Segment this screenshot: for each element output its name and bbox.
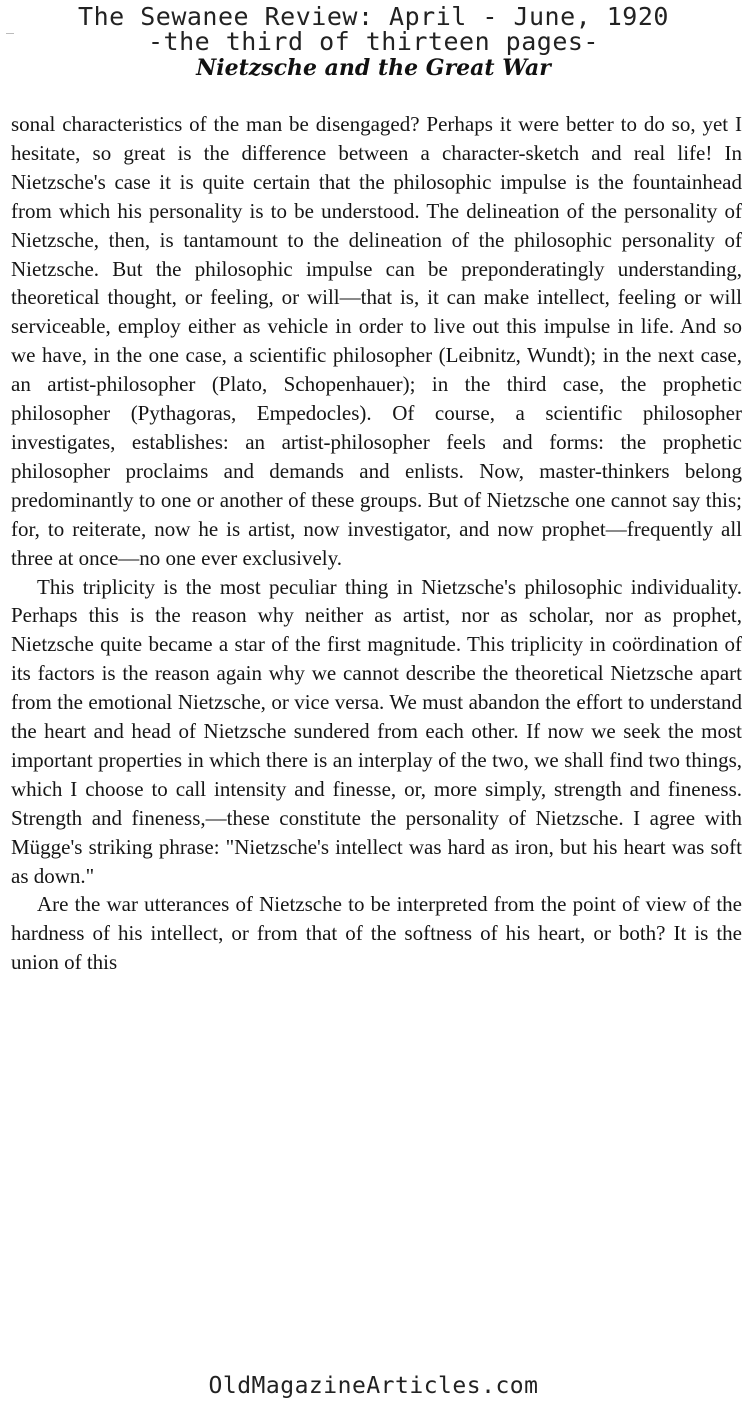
page-count-line: -the third of thirteen pages- (148, 27, 599, 56)
paragraph-3: Are the war utterances of Nietzsche to be interpreted from the point of view of the hardness of his intellect, or from that of the softness of his heart, or both? It is the union of this (11, 892, 742, 975)
scan-mark (6, 33, 14, 34)
page-header (0, 0, 747, 82)
paragraph-1: sonal characteristics of the man be disengaged? Perhaps it were better to do so, yet I hesitate, so great is the difference between a character-sketch and real life! In Nietzsche's case it is quite certain that the philosophic impulse is the fountainhead from which his personality is to be understood. The delineation of the personality of Nietzsche, then, is tantamount to the delineation of the philosophic personality of Nietzsche. But the philosophic impulse can be preponderatingly understanding, theoretical thought, or feeling, or will—that is, it can make intellect, feeling or will serviceable, employ either as vehicle in order to live out this impulse in life. And so we have, in the one case, a scientific philosopher (Leibnitz, Wundt); in the next case, an artist-philosopher (Plato, Schopenhauer); in the third case, the prophetic philosopher (Pythagoras, Empedocles). Of course, a scientific philosopher investigates, establishes: an artist-philosopher feels and forms: the prophetic philosopher proclaims and demands and enlists. Now, master-thinkers belong predominantly to one or another of these groups. But of Nietzsche one cannot say this; for, to reiterate, now he is artist, now investigator, and now prophet—frequently all three at once—no one ever exclusively. (11, 112, 742, 570)
site-footer: OldMagazineArticles.com (208, 1373, 539, 1399)
publication-line: The Sewanee Review: April - June, 1920 (78, 2, 669, 31)
article-title: Nietzsche and the Great War (196, 55, 551, 81)
paragraph-2: This triplicity is the most peculiar thing in Nietzsche's philosophic individuality. Perhaps this is the reason why neither as artist, nor as scholar, nor as prophet, Nietzsche quite became a star of the first magnitude. This triplicity in coördination of its factors is the reason again why we cannot describe the theoretical Nietzsche apart from the emotional Nietzsche, or vice versa. We must abandon the effort to understand the heart and head of Nietzsche sundered from each other. If now we seek the most important properties in which there is an interplay of the two, we shall find two things, which I choose to call intensity and finesse, or, more simply, strength and fineness. Strength and fineness,—these constitute the personality of Nietzsche. I agree with Mügge's striking phrase: "Nietzsche's intellect was hard as iron, but his heart was soft as down." (11, 574, 742, 888)
article-body (11, 110, 742, 977)
